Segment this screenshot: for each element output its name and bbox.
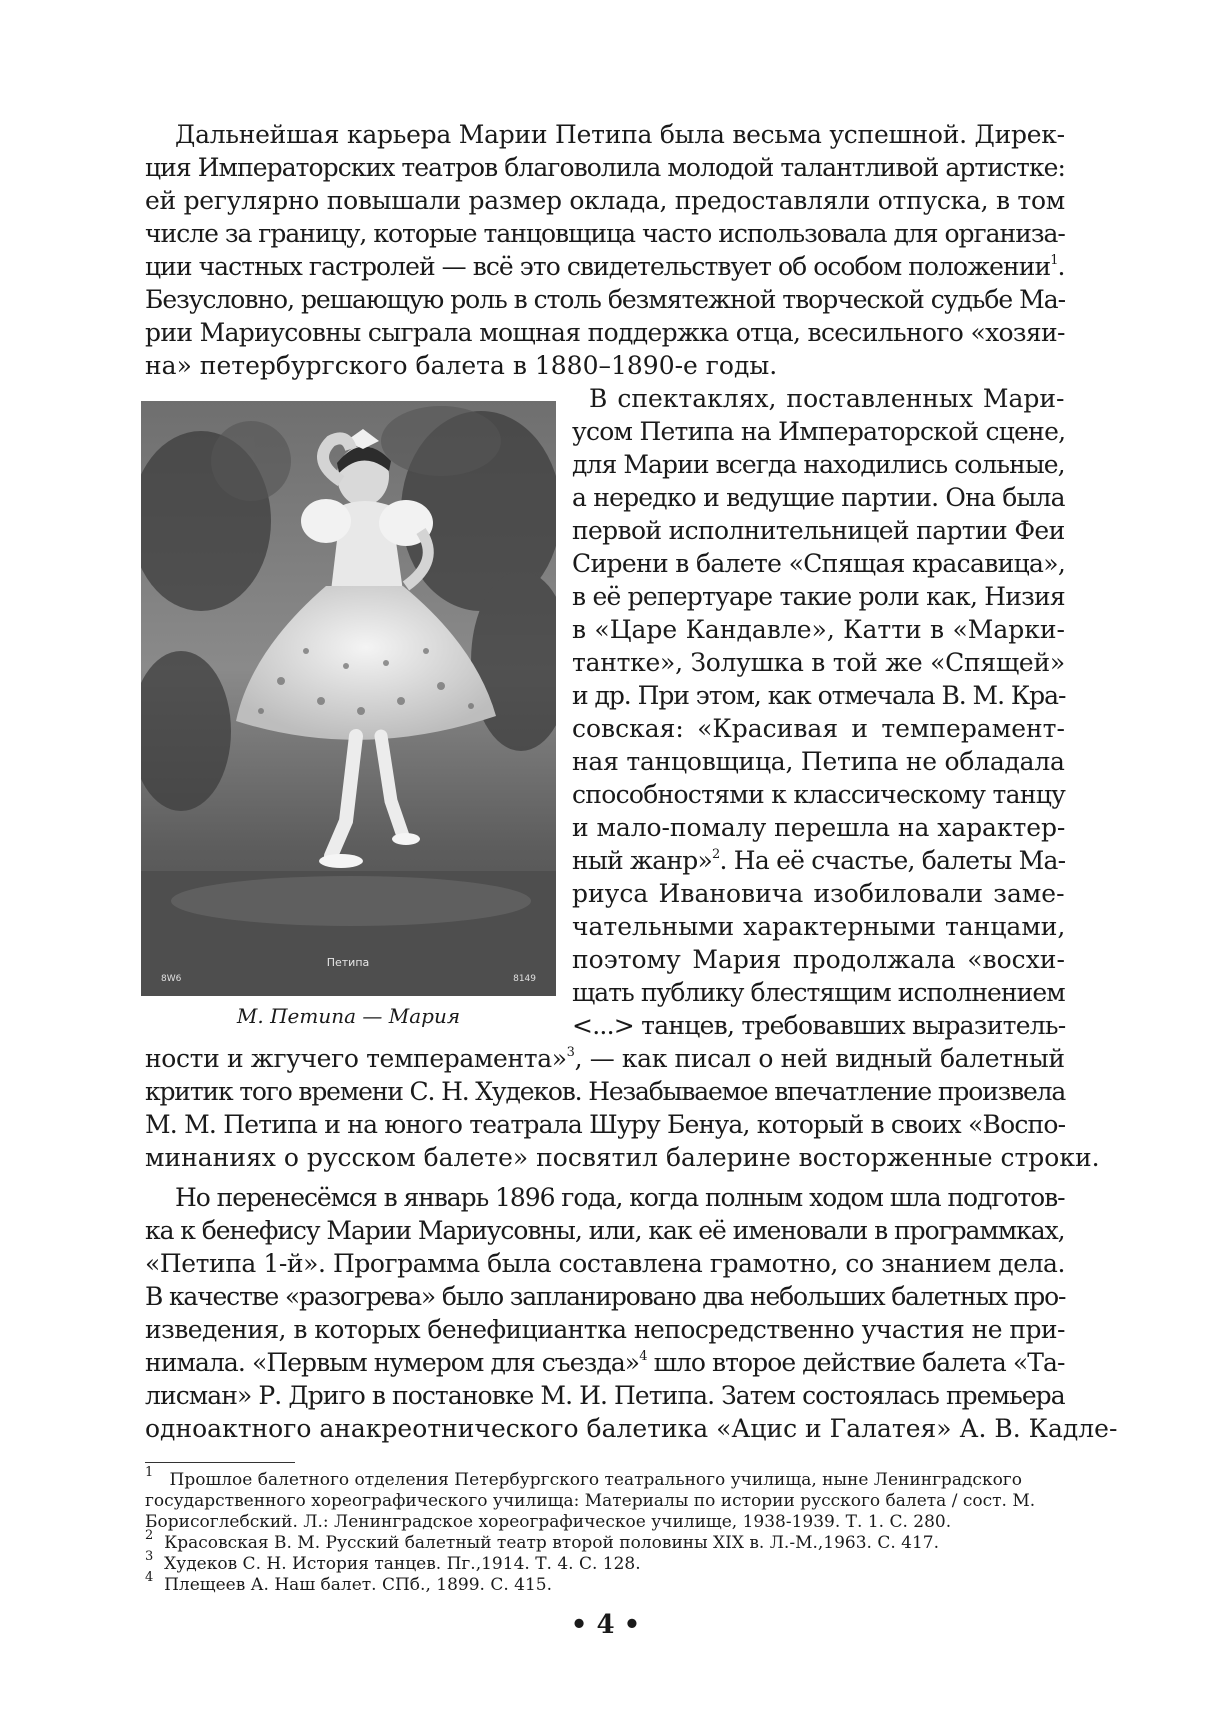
- footnote-1: [145, 1465, 1065, 1533]
- text-line: ции частных гастролей — всё это свидетельствует об особом положении$^1$.: [145, 252, 1065, 281]
- footnote-number: 3: [145, 1549, 154, 1565]
- ballerina-photo: [141, 401, 556, 996]
- text-line: минаниях о русском балете» посвятил балерине восторженные строки.: [145, 1143, 1100, 1172]
- text-line: в её репертуаре такие роли как, Низия: [572, 582, 1065, 611]
- photo-label: Петипа: [326, 956, 370, 969]
- footnote-2: [145, 1528, 1065, 1554]
- text-line: для Марии всегда находились сольные,: [572, 450, 1065, 479]
- text-line: в «Царе Кандавле», Катти в «Марки-: [572, 615, 1066, 644]
- text-line: риуса Ивановича изобиловали заме-: [572, 879, 1065, 908]
- footnote-3: [145, 1549, 1065, 1575]
- footnote-text: Прошлое балетного отделения Петербургского театрального училища, ныне Ленинградского государственного хореографического училища: Материалы по истории русского балета / сост. М. Борисоглебский. Л.: Ленинградское хореографическое училище, 1938-1939. Т. 1. С. 280.: [145, 1470, 1036, 1532]
- photo-caption: М. Петипа — Мария: [236, 1004, 461, 1028]
- text-line: на» петербургского балета в 1880–1890-е годы.: [145, 351, 778, 380]
- text-span: ности и жгучего темперамента»: [145, 1044, 567, 1073]
- text-line: первой исполнительницей партии Феи: [572, 516, 1065, 545]
- footnote-ref[interactable]: 2: [711, 846, 720, 862]
- footnote-ref[interactable]: 3: [566, 1044, 575, 1060]
- text-line: лисман» Р. Дриго в постановке М. И. Петипа. Затем состоялась премьера: [145, 1381, 1065, 1410]
- text-span: шло второе действие балета «Та-: [646, 1348, 1065, 1377]
- text-span: ный жанр»: [572, 846, 712, 875]
- text-line: Но перенесёмся в январь 1896 года, когда полным ходом шла подготов-: [175, 1183, 1065, 1212]
- text-line: усом Петипа на Императорской сцене,: [572, 417, 1066, 446]
- text-line: совская: «Красивая и темперамент-: [572, 714, 1065, 743]
- footnote-number: 1: [145, 1465, 154, 1481]
- text-line: способностями к классическому танцу: [572, 780, 1066, 809]
- text-line: В спектаклях, поставленных Мари-: [589, 384, 1065, 413]
- photo-corner-left: 8W6: [161, 974, 182, 984]
- text-line: М. М. Петипа и на юного театрала Шуру Бенуа, который в своих «Воспо-: [145, 1110, 1066, 1139]
- text-line: числе за границу, которые танцовщица часто использовала для организа-: [145, 219, 1065, 248]
- footnote-ref[interactable]: 1: [1050, 252, 1058, 268]
- text-line: [145, 1042, 1065, 1075]
- footnote-number: 4: [145, 1570, 154, 1586]
- footnote-text: Красовская В. М. Русский балетный театр второй половины XIX в. Л.-М.,1963. С. 417.: [164, 1533, 940, 1553]
- text-line: щать публику блестящим исполнением: [572, 978, 1065, 1007]
- text-line: изведения, в которых бенефициантка непосредственно участия не при-: [145, 1315, 1065, 1344]
- footnote-text: Плещеев А. Наш балет. СПб., 1899. С. 415.: [164, 1575, 552, 1595]
- text-line: В качестве «разогрева» было запланировано два небольших балетных про-: [145, 1282, 1066, 1311]
- text-line: «Петипа 1-й». Программа была составлена грамотно, со знанием дела.: [145, 1249, 1066, 1278]
- footnote-rule: [145, 1462, 295, 1463]
- text-line: ция Императорских театров благоволила молодой талантливой артистке:: [145, 153, 1065, 182]
- text-span: ции частных гастролей — всё это свидетельствует об особом положении: [145, 252, 1051, 281]
- text-line: чательными характерными танцами,: [572, 912, 1066, 941]
- text-line: и мало-помалу перешла на характер-: [572, 813, 1066, 842]
- text-line: а нередко и ведущие партии. Она была: [572, 483, 1065, 512]
- footnote-ref[interactable]: 4: [639, 1348, 647, 1364]
- footnote-number: 2: [145, 1528, 154, 1544]
- text-line: тантке», Золушка в той же «Спящей»: [572, 648, 1065, 677]
- text-line: одноактного анакреотнического балетика «Ацис и Галатея» А. В. Кадле-: [145, 1414, 1118, 1443]
- photo-image: [141, 401, 556, 996]
- text-line: Безусловно, решающую роль в столь безмятежной творческой судьбе Ма-: [145, 285, 1066, 314]
- text-line: рии Мариусовны сыграла мощная поддержка отца, всесильного «хозяи-: [145, 318, 1065, 347]
- text-line: <...> танцев, требовавших выразитель-: [572, 1011, 1066, 1040]
- page-number: • 4 •: [570, 1610, 641, 1640]
- text-line: и др. При этом, как отмечала В. М. Кра-: [572, 681, 1066, 710]
- footnote-4: [145, 1570, 1065, 1596]
- text-span: . На её счастье, балеты Ма-: [719, 846, 1066, 875]
- text-line: Сирени в балете «Спящая красавица»,: [572, 549, 1066, 578]
- text-span: , — как писал о ней видный балетный: [574, 1044, 1065, 1073]
- text-line: критик того времени С. Н. Худеков. Незабываемое впечатление произвела: [145, 1077, 1066, 1106]
- text-line: [145, 1346, 1065, 1379]
- text-line: [572, 844, 1065, 877]
- photo-corner-right: 8149: [513, 974, 536, 984]
- text-line: Дальнейшая карьера Марии Петипа была весьма успешной. Дирек-: [175, 120, 1065, 149]
- text-line: ная танцовщица, Петипа не обладала: [572, 747, 1065, 776]
- text-line: поэтому Мария продолжала «восхи-: [572, 945, 1065, 974]
- text-span: нимала. «Первым нумером для съезда»: [145, 1348, 640, 1377]
- text-line: ей регулярно повышали размер оклада, предоставляли отпуска, в том: [145, 186, 1065, 215]
- text-line: ка к бенефису Марии Мариусовны, или, как её именовали в программках,: [145, 1216, 1065, 1245]
- footnote-text: Худеков С. Н. История танцев. Пг.,1914. Т. 4. С. 128.: [164, 1554, 641, 1574]
